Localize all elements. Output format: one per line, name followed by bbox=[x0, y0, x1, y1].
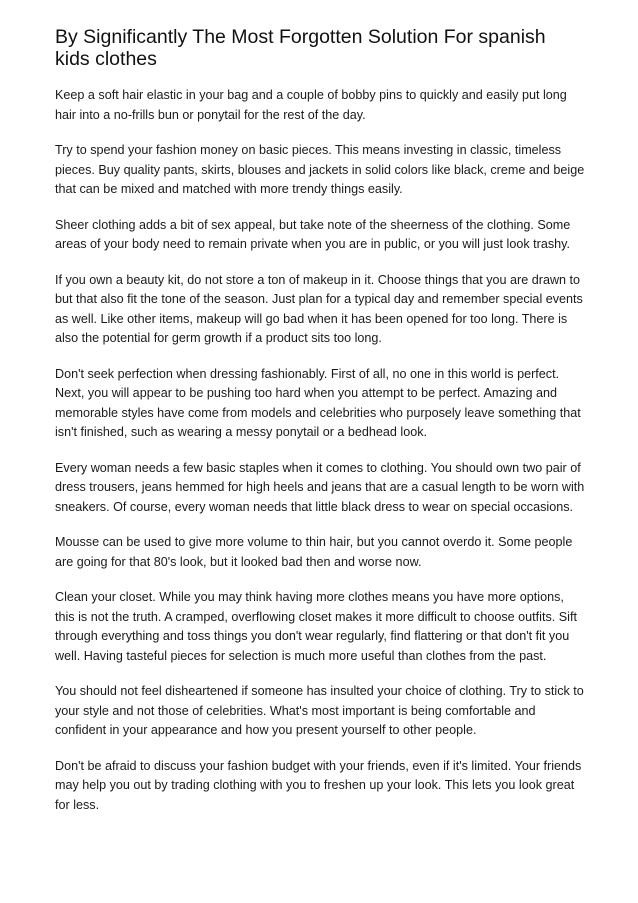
paragraph: Keep a soft hair elastic in your bag and a couple of bobby pins to quickly and easily put long hair into a no-frills bun or ponytail for the rest of the day. bbox=[55, 88, 567, 122]
paragraph: If you own a beauty kit, do not store a ton of makeup in it. Choose things that you are drawn to but that also fit the tone of the season. Just plan for a typical day and remember special events as well. Like other items, makeup will go bad when it has been opened for too long. There is also the potential for germ growth if a product sits too long. bbox=[55, 272, 583, 345]
document-page bbox=[55, 26, 585, 831]
paragraph: Sheer clothing adds a bit of sex appeal, but take note of the sheerness of the clothing. Some areas of your body need to remain private when you are in public, or you will just look trashy. bbox=[55, 217, 571, 251]
paragraph: Clean your closet. While you may think having more clothes means you have more options, this is not the truth. A cramped, overflowing closet makes it more difficult to choose outfits. Sift through everything and toss things you don't wear regularly, find flattering or that don't fit you well. Having tasteful pieces for selection is much more useful than clothes from the past. bbox=[55, 590, 577, 663]
paragraph: Mousse can be used to give more volume to thin hair, but you cannot overdo it. Some people are going for that 80's look, but it looked bad then and worse now. bbox=[55, 535, 573, 569]
paragraph: Every woman needs a few basic staples when it comes to clothing. You should own two pair of dress trousers, jeans hemmed for high heels and jeans that are a casual length to be worn with sneakers. Of course, every woman needs that little black dress to wear on special occasions. bbox=[55, 460, 585, 514]
paragraph: Don't be afraid to discuss your fashion budget with your friends, even if it's limited. Your friends may help you out by trading clothing with you to freshen up your look. This lets you look great for less. bbox=[55, 758, 582, 812]
paragraph: Don't seek perfection when dressing fashionably. First of all, no one in this world is perfect. Next, you will appear to be pushing too hard when you attempt to be perfect. Amazing and memorable styles have come from models and celebrities who purposely leave something that isn't finished, such as wearing a messy ponytail or a bedhead look. bbox=[55, 366, 581, 439]
document-title: By Significantly The Most Forgotten Solution For spanish kids clothes bbox=[55, 26, 546, 70]
paragraph: Try to spend your fashion money on basic pieces. This means investing in classic, timeless pieces. Buy quality pants, skirts, blouses and jackets in solid colors like black, creme and beige that can be mixed and matched with more trendy things easily. bbox=[55, 143, 585, 196]
paragraph: You should not feel disheartened if someone has insulted your choice of clothing. Try to stick to your style and not those of celebrities. What's most important is being comfortable and confident in your appearance and how you present yourself to other people. bbox=[55, 684, 584, 737]
